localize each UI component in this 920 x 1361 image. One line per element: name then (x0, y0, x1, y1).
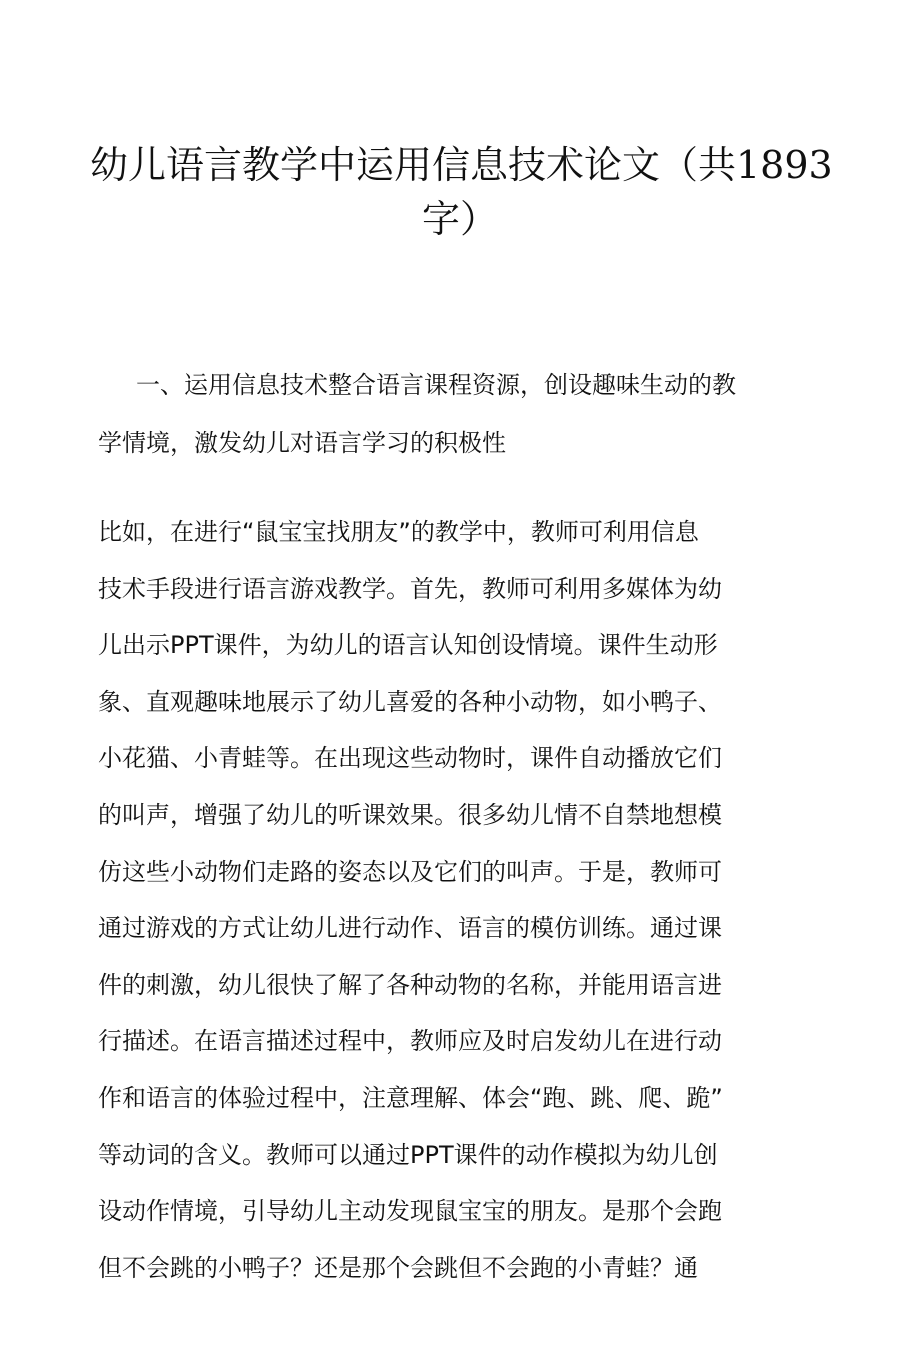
body-line: 比如，在进行“鼠宝宝找朋友”的教学中，教师可利用信息 (98, 518, 699, 546)
title-line: 幼儿语言教学中运用信息技术论文（共1893 (90, 143, 833, 187)
body-line: 技术手段进行语言游戏教学。首先，教师可利用多媒体为幼 (98, 574, 722, 603)
body-line: 件的刺激，幼儿很快了解了各种动物的名称，并能用语言进 (98, 970, 722, 999)
body-line: 等动词的含义。教师可以通过PPT课件的动作模拟为幼儿创 (98, 1140, 718, 1169)
section-heading-line: 一、运用信息技术整合语言课程资源，创设趣味生动的教 (136, 371, 736, 399)
body-line: 仿这些小动物们走路的姿态以及它们的叫声。于是，教师可 (98, 857, 722, 886)
body-line: 象、直观趣味地展示了幼儿喜爱的各种小动物，如小鸭子、 (98, 687, 722, 716)
body-line: 但不会跳的小鸭子？还是那个会跳但不会跑的小青蛙？通 (98, 1253, 698, 1282)
body-line: 设动作情境，引导幼儿主动发现鼠宝宝的朋友。是那个会跑 (98, 1197, 722, 1226)
body-paragraph (98, 504, 798, 1296)
document-title (90, 138, 833, 246)
body-line: 行描述。在语言描述过程中，教师应及时启发幼儿在进行动 (98, 1027, 722, 1056)
body-line: 小花猫、小青蛙等。在出现这些动物时，课件自动播放它们 (98, 744, 722, 773)
section-heading-line: 学情境，激发幼儿对语言学习的积极性 (98, 429, 506, 457)
body-line: 作和语言的体验过程中，注意理解、体会“跑、跳、爬、跪” (98, 1083, 723, 1112)
body-line: 儿出示PPT课件，为幼儿的语言认知创设情境。课件生动形 (98, 631, 718, 660)
body-line: 的叫声，增强了幼儿的听课效果。很多幼儿情不自禁地想模 (98, 800, 722, 829)
title-line: 字） (421, 197, 498, 241)
body-line: 通过游戏的方式让幼儿进行动作、语言的模仿训练。通过课 (98, 914, 722, 943)
section-heading (98, 356, 798, 472)
